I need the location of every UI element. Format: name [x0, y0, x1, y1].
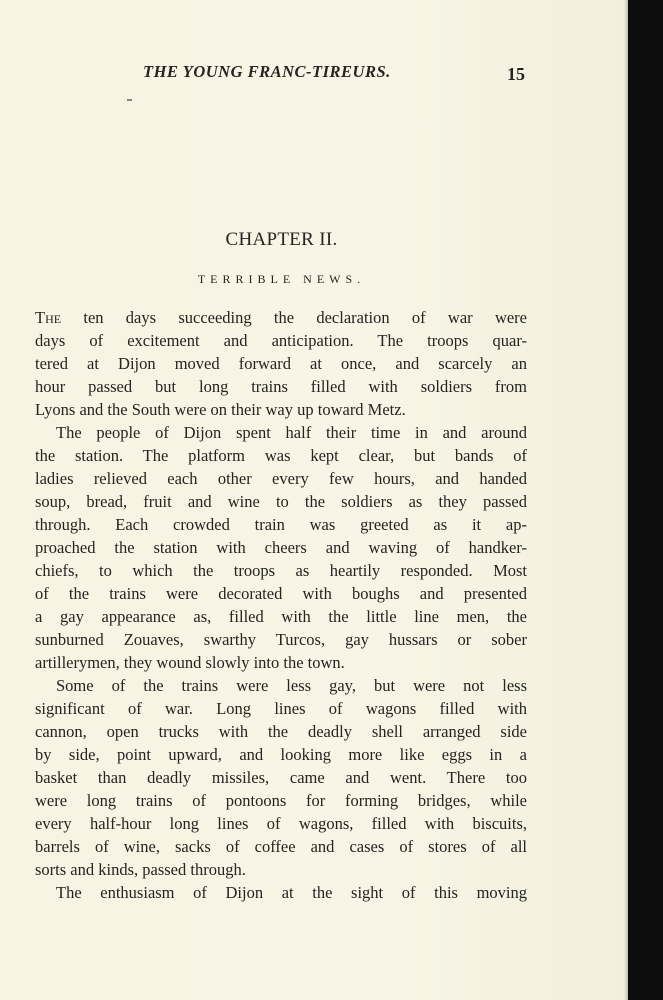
- paragraph-line: the station. The platform was kept clear, but bands of: [35, 446, 527, 465]
- paragraph-line: every half-hour long lines of wagons, filled with biscuits,: [35, 814, 527, 833]
- chapter-subtitle: TERRIBLE NEWS.: [197, 272, 366, 286]
- drop-word: The: [35, 308, 62, 327]
- paragraph-line: ladies relieved each other every few hours, and handed: [35, 469, 527, 488]
- ink-speck: [127, 99, 132, 101]
- paragraph-line: by side, point upward, and looking more like eggs in a: [35, 745, 527, 764]
- page-number: 15: [507, 64, 525, 84]
- paragraph-line: proached the station with cheers and waving of handker-: [35, 538, 527, 557]
- paragraph-line: hour passed but long trains filled with soldiers from: [35, 377, 527, 396]
- paragraph-line: barrels of wine, sacks of coffee and cases of stores of all: [35, 837, 527, 856]
- paragraph-line: chiefs, to which the troops as heartily responded. Most: [35, 561, 527, 580]
- paragraph-line: cannon, open trucks with the deadly shell arranged side: [35, 722, 527, 741]
- paragraph-line: tered at Dijon moved forward at once, and scarcely an: [35, 354, 527, 373]
- paragraph-line: basket than deadly missiles, came and went. There too: [35, 768, 527, 787]
- book-binding: [628, 0, 663, 1000]
- paragraph-line: The enthusiasm of Dijon at the sight of this moving: [56, 883, 527, 902]
- paragraph-line: of the trains were decorated with boughs and presented: [35, 584, 527, 603]
- paragraph-line: days of excitement and anticipation. The troops quar-: [35, 331, 527, 350]
- paragraph-line: a gay appearance as, filled with the little line men, the: [35, 607, 527, 626]
- line-text: ten days succeeding the declaration of war were: [61, 308, 527, 327]
- paragraph-line: through. Each crowded train was greeted as it ap-: [35, 515, 527, 534]
- paragraph-line: artillerymen, they wound slowly into the town.: [35, 653, 345, 672]
- paragraph-line: soup, bread, fruit and wine to the soldiers as they passed: [35, 492, 527, 511]
- paragraph-line: were long trains of pontoons for forming bridges, while: [35, 791, 527, 810]
- paragraph-line: sunburned Zouaves, swarthy Turcos, gay hussars or sober: [35, 630, 527, 649]
- paragraph-line: The people of Dijon spent half their time in and around: [56, 423, 527, 442]
- paragraph-line: Some of the trains were less gay, but were not less: [56, 676, 527, 695]
- paragraph-line: [35, 306, 527, 329]
- chapter-title: CHAPTER II.: [225, 229, 338, 250]
- paragraph-line: significant of war. Long lines of wagons filled with: [35, 699, 527, 718]
- paragraph-line: sorts and kinds, passed through.: [35, 860, 246, 879]
- paragraph-line: Lyons and the South were on their way up toward Metz.: [35, 400, 406, 419]
- running-head: THE YOUNG FRANC-TIREURS.: [143, 62, 391, 81]
